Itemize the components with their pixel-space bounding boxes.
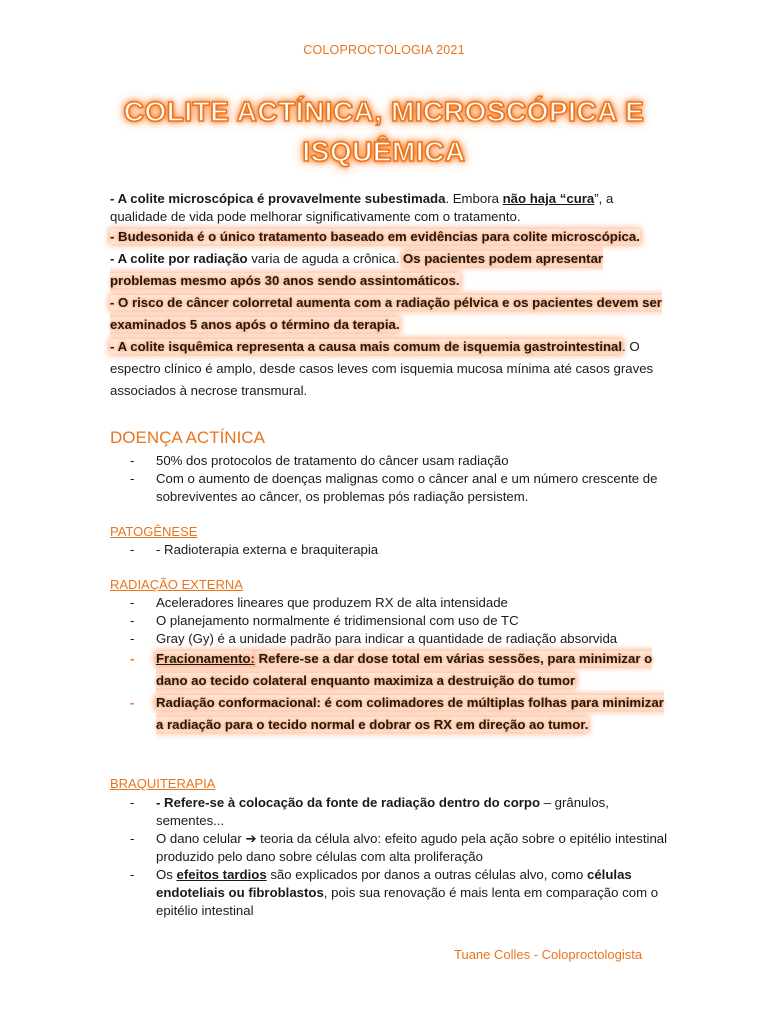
braqui-item3-underline: efeitos tardios [176,867,267,882]
list-item [110,630,670,648]
intro-p1-underline: não haja “cura [502,191,595,206]
list-item [110,452,670,470]
section-title-radiacao-externa: RADIAÇÃO EXTERNA [110,577,243,592]
bullet-dash: - [130,651,135,666]
intro-p1-bold: - A colite microscópica é provavelmente subestimada [110,191,446,206]
intro-paragraph-4 [110,292,670,336]
braqui-item2-rest: teoria da célula alvo: efeito agudo pela ação sobre o epitélio intestinal produzido pelo dano sobre células com alta proliferação [156,831,668,864]
bullet-dash: - [130,471,135,486]
intro-p5-highlight: - A colite isquêmica representa a causa mais comum de isquemia gastrointestinal [110,339,623,354]
intro-section [110,190,670,402]
list-item [110,541,670,559]
bullet-dash: - [130,613,135,628]
intro-paragraph-3 [110,248,670,292]
intro-p1-rest: ”, a qualidade de vida pode melhorar significativamente com o tratamento. [110,191,614,224]
list-item-text: Com o aumento de doenças malignas como o câncer anal e um número crescente de sobreviventes ao câncer, os problemas pós radiação persistem. [156,471,658,504]
arrow-right-icon: ➔ [245,831,257,846]
braqui-item3-rest: , pois sua renovação é mais lenta em comparação com o epitélio intestinal [156,885,659,918]
list-item [110,612,670,630]
list-item [110,594,670,612]
patogenese-list [110,541,670,559]
intro-p2-highlight: - Budesonida é o único tratamento baseado em evidências para colite microscópica. [110,229,640,244]
bullet-dash: - [130,542,135,557]
fracionamento-text: Refere-se a dar dose total em várias sessões, para minimizar o dano ao tecido colateral enquanto maximiza a destruição do tumor [156,651,653,688]
braquiterapia-list [110,794,670,920]
list-item-text: Gray (Gy) é a unidade padrão para indicar a quantidade de radiação absorvida [156,631,618,646]
section-title-patogenese: PATOGÊNESE [110,524,198,539]
bullet-dash: - [130,695,135,710]
list-item [110,866,670,920]
braqui-item2-text: O dano celular [156,831,246,846]
list-item-text: 50% dos protocolos de tratamento do câncer usam radiação [156,453,509,468]
list-item-text: - Radioterapia externa e braquiterapia [156,542,379,557]
intro-paragraph-1 [110,190,670,226]
radiacao-list [110,594,670,736]
bullet-dash: - [130,631,135,646]
intro-p1-text: . Embora [445,191,503,206]
intro-p3-bold: - A colite por [110,251,194,266]
document-title [84,92,684,172]
intro-p3-radiacao: radiação [193,251,248,266]
fracionamento-label: Fracionamento: [156,651,255,666]
bullet-dash: - [130,867,135,882]
intro-paragraph-2 [110,226,670,248]
braqui-item1-bold: - Refere-se à colocação da fonte de radiação dentro do corpo [156,795,540,810]
bullet-dash: - [130,795,135,810]
braqui-item1-text: – grânulos, sementes... [156,795,609,828]
intro-p3-highlight: Os pacientes podem apresentar problemas mesmo após 30 anos sendo assintomáticos. [110,251,604,288]
intro-p3-text: varia de aguda a crônica. [247,251,403,266]
braqui-item3-mid: são explicados por danos a outras células alvo, como [266,867,588,882]
list-item [110,830,670,866]
list-item-text: Aceleradores lineares que produzem RX de alta intensidade [156,595,508,610]
title-line-1: COLITE ACTÍNICA, MICROSCÓPICA E [123,96,645,127]
section-title-doenca: DOENÇA ACTÍNICA [110,428,265,447]
title-line-2: ISQUÊMICA [302,136,466,167]
document-header: COLOPROCTOLOGIA 2021 [303,43,465,57]
document-footer: Tuane Colles - Coloproctologista [454,947,643,962]
conformacional-text: Radiação conformacional: é com colimadores de múltiplas folhas para minimizar a radiação para o tecido normal e dobrar os RX em direção ao tumor. [156,695,664,732]
list-item-conformacional [110,692,670,736]
doenca-list [110,452,670,506]
intro-paragraph-5 [110,336,670,402]
list-item-text: O planejamento normalmente é tridimensional com uso de TC [156,613,519,628]
intro-p5-text: . O espectro clínico é amplo, desde casos leves com isquemia mucosa mínima até casos graves associados à necrose transmural. [110,339,654,398]
bullet-dash: - [130,595,135,610]
bullet-dash: - [130,453,135,468]
bullet-dash: - [130,831,135,846]
list-item-fracionamento [110,648,670,692]
list-item [110,794,670,830]
braqui-item3-text: Os [156,867,177,882]
section-title-braquiterapia: BRAQUITERAPIA [110,776,216,791]
braqui-item3-bold: células endoteliais ou fibroblastos [156,867,632,900]
intro-p4-highlight: - O risco de câncer colorretal aumenta com a radiação pélvica e os pacientes devem ser examinados 5 anos após o término da terapia. [110,295,662,332]
list-item [110,470,670,506]
